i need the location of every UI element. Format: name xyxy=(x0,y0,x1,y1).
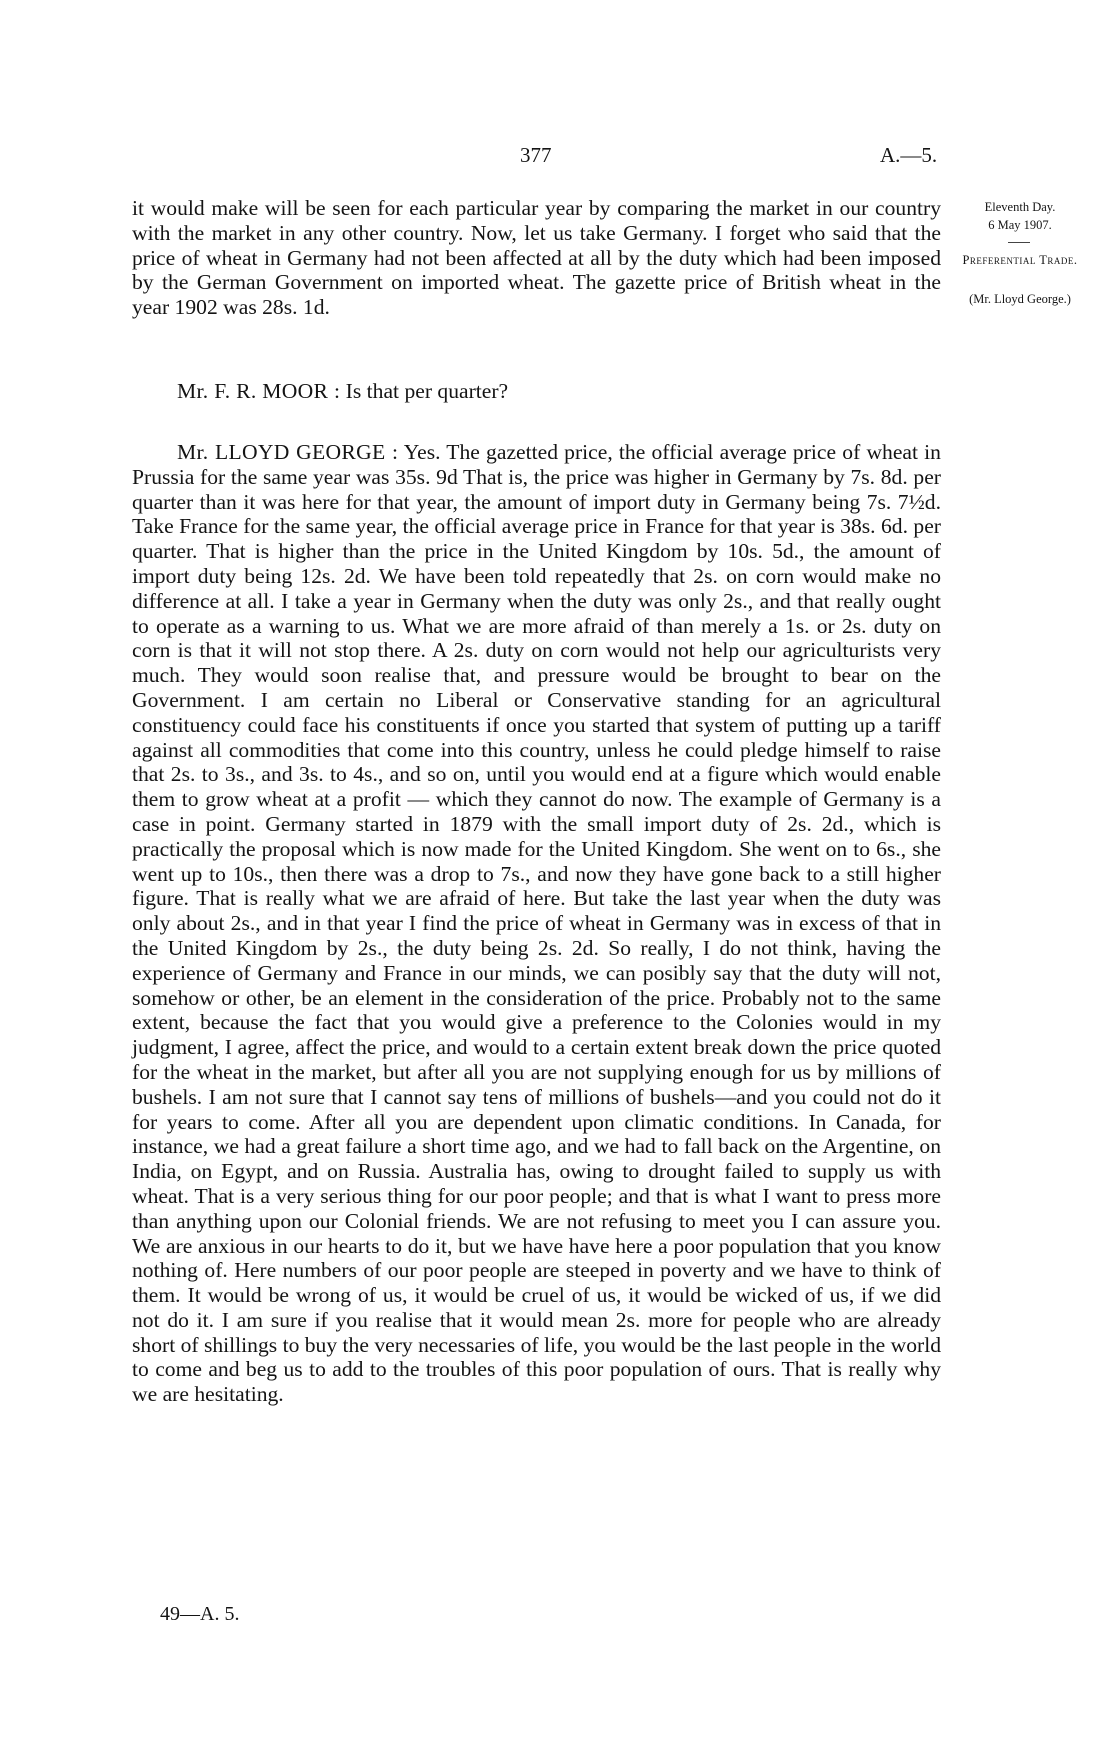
sidenote-topic: Preferential Trade. xyxy=(962,253,1078,267)
paragraph-moor-question xyxy=(132,379,941,404)
paragraph-continuation: it would make will be seen for each particular year by comparing the market in our country with the market in any other country. Now, let us take Germany. I forget who said that the price of wheat in Germany had not been affected at all by the duty which had been imposed by the German Government on imported wheat. The gazette price of British wheat in the year 1902 was 28s. 1d. xyxy=(132,196,941,320)
paper-reference: A.—5. xyxy=(880,143,938,167)
sidenote-day: Eleventh Day. xyxy=(984,200,1056,214)
sidenote-speaker: (Mr. Lloyd George.) xyxy=(969,292,1071,306)
page-number: 377 xyxy=(520,143,552,167)
speaker-name: Mr. F. R. MOOR : xyxy=(177,379,341,403)
sidenote-divider xyxy=(1008,242,1030,243)
speech-text: Yes. The gazetted price, the official average price of wheat in Prussia for the same year was 35s. 9d That is, the price was higher in Germany by 7s. 8d. per quarter than it was here for that year, the amount of import duty in Germany being 7s. 7½d. Take France for the same year, the official average price in France for that year is 38s. 6d. per quarter. That is higher than the price in the United Kingdom by 10s. 5d., the amount of import duty being 12s. 2d. We have been told repeatedly that 2s. on corn would make no difference at all. I take a year in Germany when the duty was only 2s., and that really ought to operate as a warning to us. What we are more afraid of than merely a 1s. or 2s. duty on corn is that it will not stop there. A 2s. duty on corn would not help our agriculturists very much. They would soon realise that, and pressure would be brought to bear on the Government. I am certain no Liberal or Conservative standing for an agricultural constituency could face his constituents if once you started that system of putting up a tariff against all commodities that come into this country, unless he could pledge himself to raise that 2s. to 3s., and 3s. to 4s., and so on, until you would end at a figure which would enable them to grow wheat at a profit — which they cannot do now. The example of Germany is a case in point. Germany started in 1879 with the small import duty of 2s. 2d., which is practically the proposal which is now made for the United Kingdom. She went on to 6s., she went up to 10s., then there was a drop to 7s., and now they have gone back to a still higher figure. That is really what we are afraid of here. But take the last year when the duty was only about 2s., and in that year I find the price of wheat in Germany was in excess of that in the United Kingdom by 2s., the duty being 2s. 2d. So really, I do not think, having the experience of Germany and France in our minds, we can posibly say that the duty will not, somehow or other, be an element in the consideration of the price. Probably not to the same extent, because the fact that you would give a preference to the Colonies would in my judgment, I agree, affect the price, and would to a certain extent break down the price quoted for the wheat in the market, but after all you are not supplying enough for us by millions of bushels. I am not sure that I cannot say tens of millions of bushels—and you could not do it for years to come. After all you are dependent upon climatic conditions. In Canada, for instance, we had a great failure a short time ago, and we had to fall back on the Argentine, on India, on Egypt, and on Russia. Australia has, owing to drought failed to supply us with wheat. That is a very serious thing for our poor people; and that is what I want to press more than anything upon our Colonial friends. We are not refusing to meet you I can assure you. We are anxious in our hearts to do it, but we have have here a poor population that you know nothing of. Here numbers of our poor people are steeped in poverty and we have to think of them. It would be wrong of us, it would be cruel of us, it would be wicked of us, if we did not do it. I am sure if you realise that it would mean 2s. more for people who are already short of shillings to buy the very necessaries of life, you would be the last people in the world to come and beg us to add to the troubles of this poor population of ours. That is really why we are hesitating. xyxy=(132,440,941,1407)
speaker-name: Mr. LLOYD GEORGE : xyxy=(177,440,399,464)
sidenote-date: 6 May 1907. xyxy=(988,218,1052,232)
printer-signature: 49—A. 5. xyxy=(160,1603,240,1625)
paragraph-lloyd-george-reply xyxy=(132,440,941,1407)
speech-text: Is that per quarter? xyxy=(345,379,509,403)
